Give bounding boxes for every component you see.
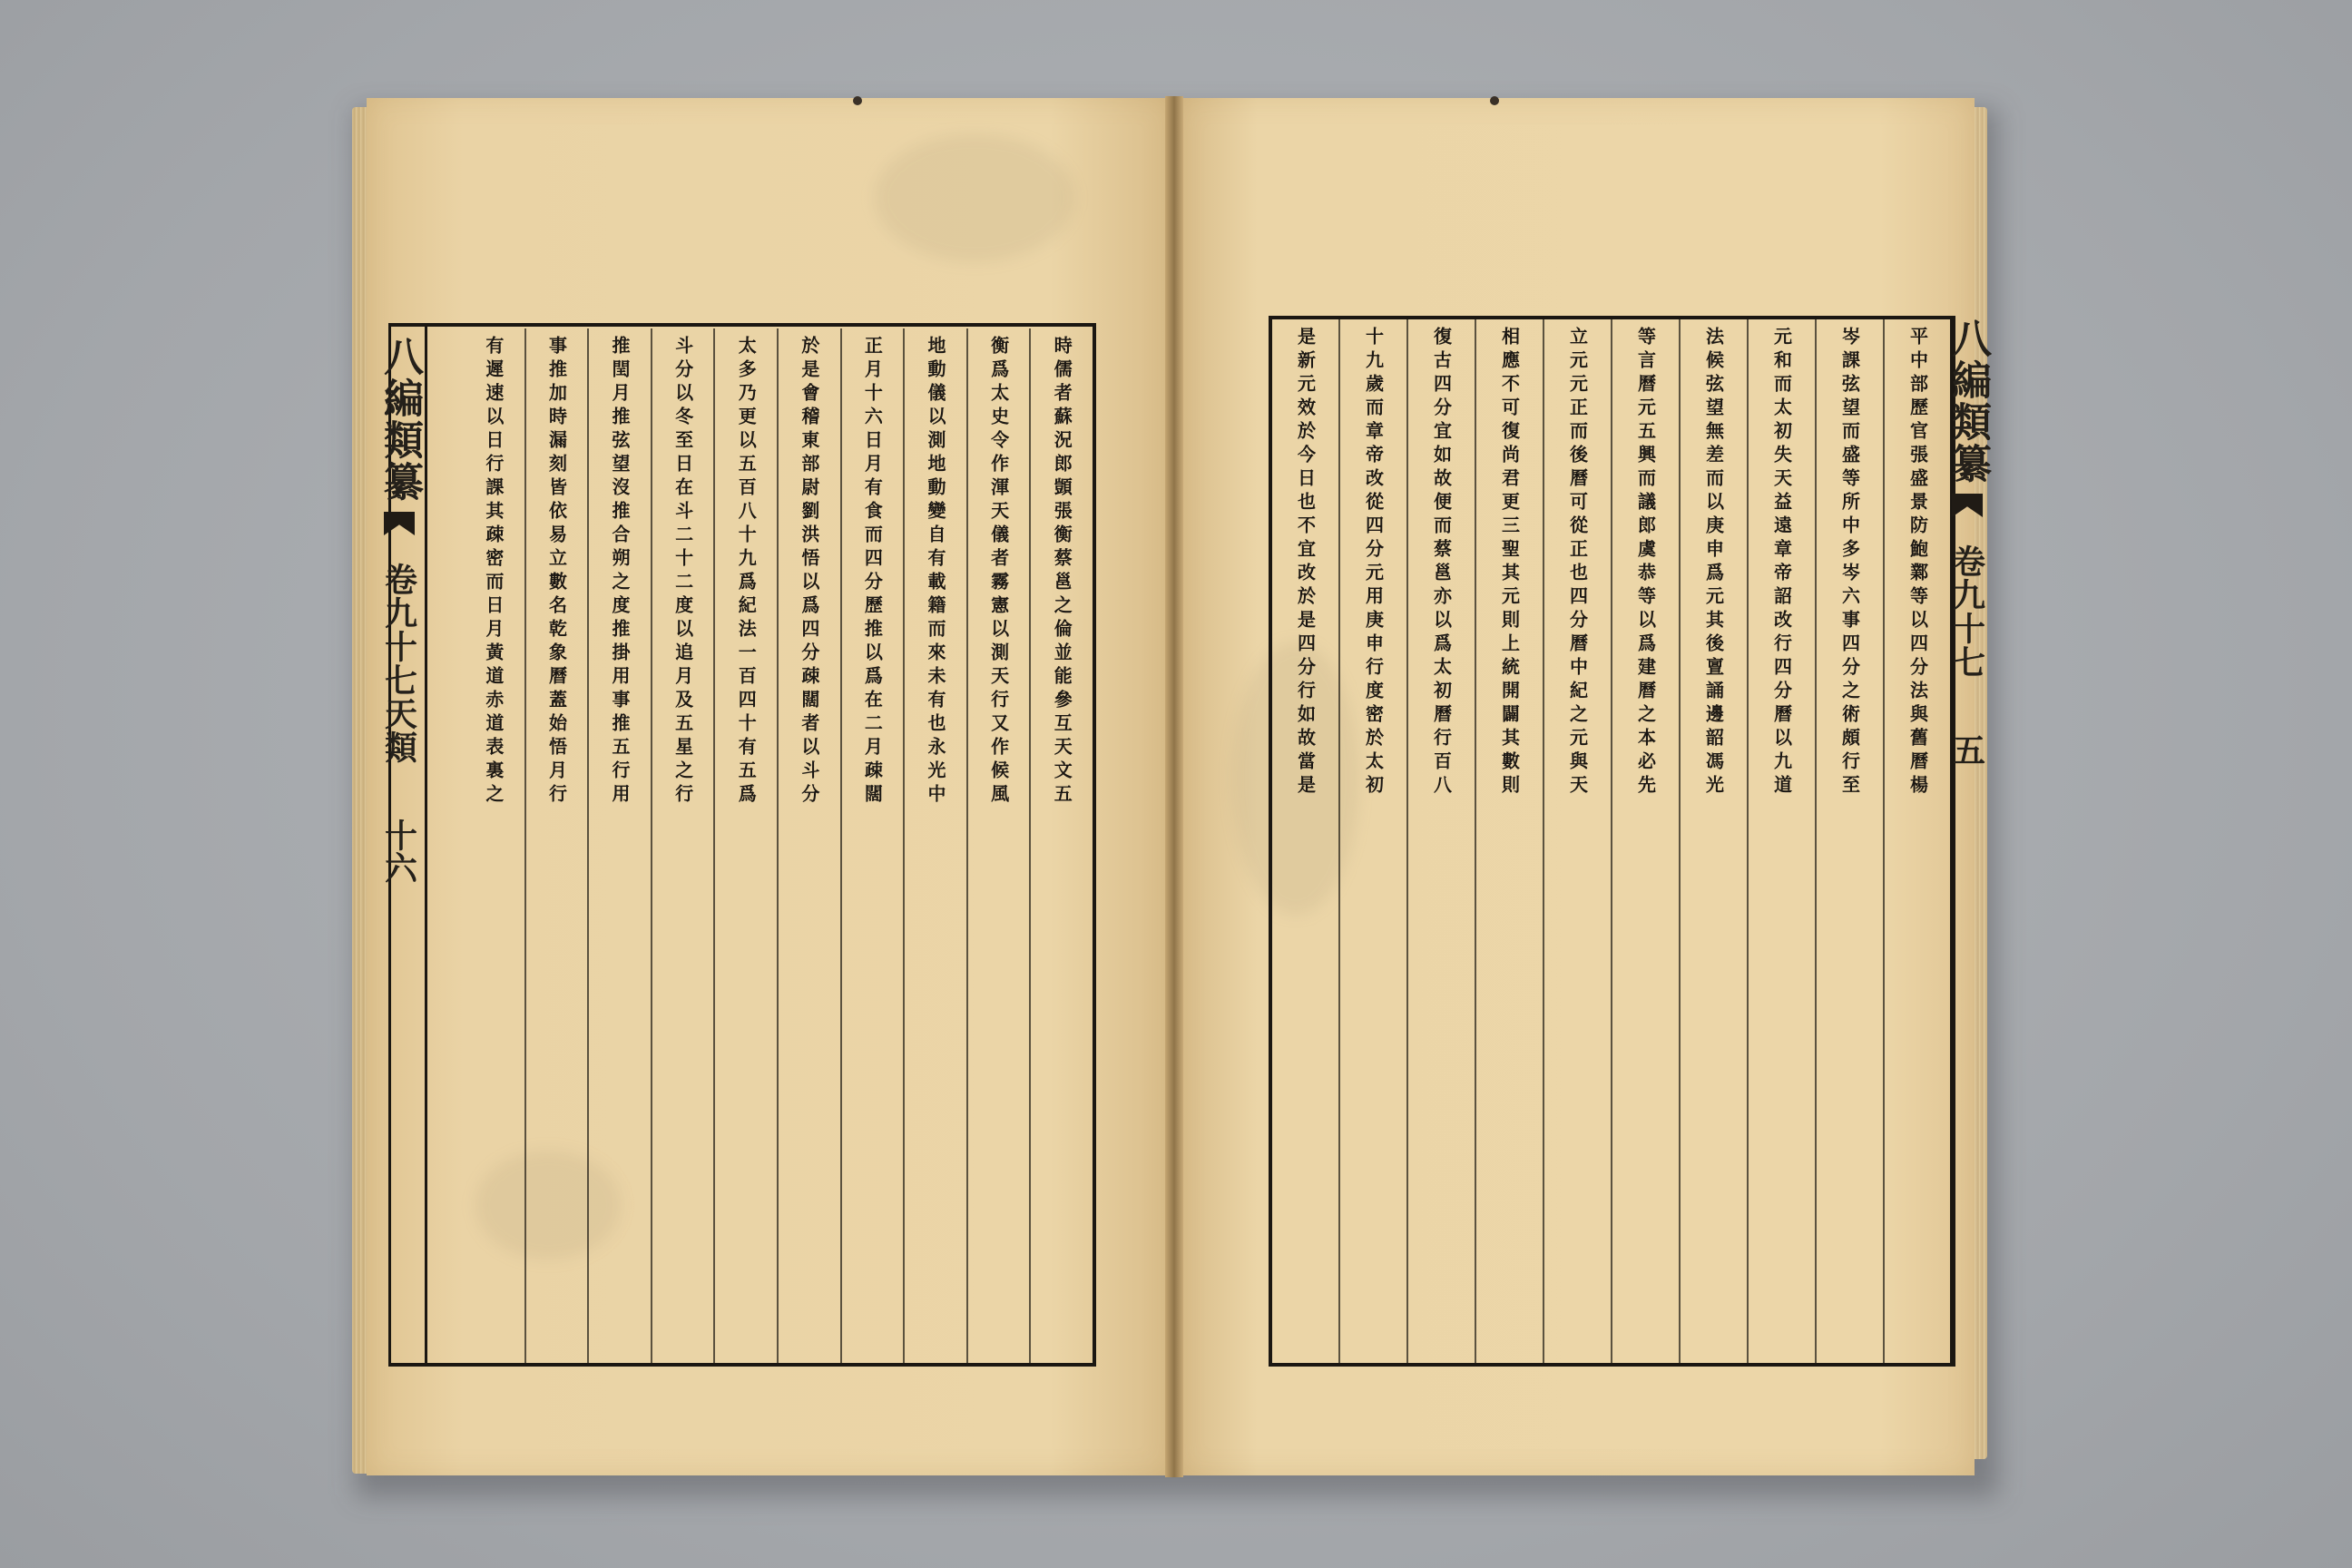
column-text: 法候弦望無差而以庚申爲元其後亶誦邊韶馮光 [1702, 327, 1725, 799]
text-column [651, 328, 714, 1363]
right-text-columns [1272, 319, 1951, 1363]
right-hanxin-page-number: 五 [1947, 733, 1986, 766]
text-column [1272, 319, 1338, 1363]
column-text: 等言曆元五興而議郎虞恭等以爲建曆之本必先 [1634, 327, 1657, 799]
binding-mark [1490, 96, 1499, 105]
binding-mark [853, 96, 862, 105]
text-column [1543, 319, 1611, 1363]
text-column [966, 328, 1030, 1363]
column-text: 斗分以冬至日在斗二十二度以追月及五星之行 [671, 336, 694, 808]
column-text: 推閏月推弦望沒推合朔之度推掛用事推五行用 [609, 336, 632, 808]
text-column [1747, 319, 1815, 1363]
text-column [713, 328, 777, 1363]
left-hanxin-page-number: 十六 [379, 818, 418, 884]
column-text: 有遲速以日行課其疎密而日月黃道赤道表裏之 [482, 336, 505, 808]
book-gutter [1165, 96, 1183, 1477]
left-text-columns [463, 328, 1093, 1363]
text-column [1338, 319, 1406, 1363]
text-column [524, 328, 588, 1363]
column-text: 衡爲太史令作渾天儀者霧憲以測天行又作候風 [987, 336, 1010, 808]
column-text: 元和而太初失天益遠章帝詔改行四分曆以九道 [1770, 327, 1793, 799]
right-hanxin-title: 八編類纂 [1945, 318, 1991, 485]
column-text: 立元元正而後曆可從正也四分曆中紀之元與天 [1566, 327, 1589, 799]
text-column [1883, 319, 1951, 1363]
fishtail-mark [384, 512, 415, 535]
column-text: 平中部歷官張盛景防鮑鄴等以四分法與舊曆楊 [1906, 327, 1929, 799]
right-hanxin-volume: 卷九十七 [1947, 544, 1986, 679]
column-text: 太多乃更以五百八十九爲紀法一百四十有五爲 [735, 336, 758, 808]
text-column [1815, 319, 1883, 1363]
column-text: 正月十六日月有食而四分歷推以爲在二月疎闊 [861, 336, 884, 808]
column-text: 相應不可復尚君更三聖其元則上統開闢其數則 [1498, 327, 1521, 799]
text-column [903, 328, 966, 1363]
text-column [1475, 319, 1543, 1363]
fishtail-mark [1952, 494, 1983, 517]
left-page-hanxin [374, 336, 425, 884]
column-text: 時儒者蘇況郎顗張衡蔡邕之倫並能參互天文五 [1051, 336, 1073, 808]
text-column [1406, 319, 1475, 1363]
text-column [840, 328, 904, 1363]
column-text: 地動儀以測地動變自有載籍而來未有也永光中 [925, 336, 947, 808]
left-hanxin-title: 八編類纂 [377, 336, 423, 503]
text-column [587, 328, 651, 1363]
column-text: 於是會稽東部尉劉洪悟以爲四分疎闊者以斗分 [798, 336, 820, 808]
text-column [777, 328, 840, 1363]
column-text: 十九歲而章帝改從四分元用庚申行度密於太初 [1362, 327, 1385, 799]
column-text: 復古四分宜如故便而蔡邕亦以爲太初曆行百八 [1430, 327, 1453, 799]
column-text: 事推加時漏刻皆依易立數名乾象曆蓋始悟月行 [545, 336, 568, 808]
text-column [463, 328, 524, 1363]
text-column [1029, 328, 1093, 1363]
left-hanxin-volume: 卷九十七天類 [379, 563, 418, 764]
paper-stain [875, 134, 1074, 261]
text-column [1611, 319, 1679, 1363]
text-column [1679, 319, 1747, 1363]
column-text: 是新元效於今日也不宜改於是四分行如故當是 [1294, 327, 1317, 799]
column-text: 岑課弦望而盛等所中多岑六事四分之術頗行至 [1838, 327, 1861, 799]
